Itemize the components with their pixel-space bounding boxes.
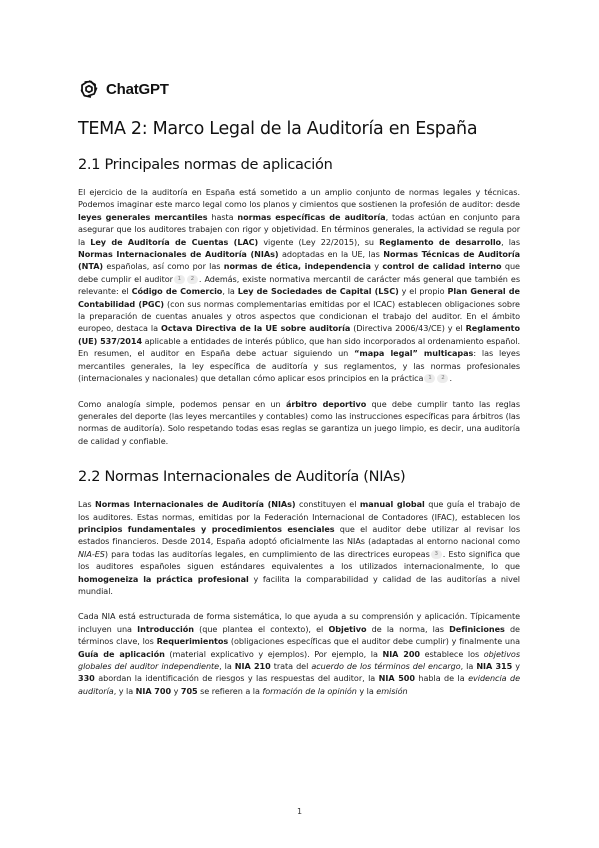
citation-2[interactable]: 2 xyxy=(187,275,198,284)
chatgpt-logo xyxy=(78,78,169,100)
citation-1[interactable]: 1 xyxy=(174,275,185,284)
section-heading-2-2: 2.2 Normas Internacionales de Auditoría (NIAs) xyxy=(78,469,406,486)
citation-3[interactable]: 3 xyxy=(431,550,442,559)
paragraph-marco-legal: El ejercicio de la auditoría en España está sometido a un amplio conjunto de normas legales y técnicas. Podemos imaginar este marco legal como los planos y cimientos que sostienen la profesión de auditor: desde leyes generales mercantiles hasta normas específicas de auditoría, todas actúan en conjunto para asegurar que los auditores trabajen con rigor y objetividad. En términos generales, la actividad se regula por la Ley de Auditoría de Cuentas (LAC) vigente (Ley 22/2015), su Reglamento de desarrollo, las Normas Internacionales de Auditoría (NIAs) adoptadas en la UE, las Normas Técnicas de Auditoría (NTA) españolas, así como por las normas de ética, independencia y control de calidad interno que debe cumplir el auditor 1 2 . Además, existe normativa mercantil de carácter más general que también es relevante: el Código de Comercio, la Ley de Sociedades de Capital (LSC) y el propio Plan General de Contabilidad (PGC) (con sus normas complementarias emitidas por el ICAC) establecen obligaciones sobre la preparación de cuentas anuales y otros aspectos que condicionan el trabajo del auditor. En el ámbito europeo, destaca la Octava Directiva de la UE sobre auditoría (Directiva 2006/43/CE) y el Reglamento (UE) 537/2014 aplicable a entidades de interés público, que han sido incorporados al ordenamiento español. En resumen, el auditor en España debe actuar siguiendo un “mapa legal” multicapas: las leyes mercantiles generales, la ley específica de auditoría y sus reglamentos, y las normas profesionales (internacionales y nacionales) que detallan cómo aplicar esos principios en la práctica 1 2 . xyxy=(78,187,521,384)
page-number: 1 xyxy=(296,807,303,816)
citation-2[interactable]: 2 xyxy=(437,374,448,383)
section-heading-2-1: 2.1 Principales normas de aplicación xyxy=(78,157,333,173)
paragraph-analogia: Como analogía simple, podemos pensar en un árbitro deportivo que debe cumplir tanto las reglas generales del deporte (las leyes mercantiles y contables) como las instrucciones específicas para árbitros (las normas de auditoría). Solo respetando todas esas reglas se garantiza un juego limpio, es decir, una auditoría de calidad y confiable. xyxy=(78,398,520,446)
paragraph-nias: Las Normas Internacionales de Auditoría (NIAs) constituyen el manual global que guía el trabajo de los auditores. Estas normas, emitidas por la Federación Internacional de Contadores (IFAC), establecen los principios fundamentales y procedimientos esenciales que el auditor debe utilizar al revisar los estados financieros. Desde 2014, España adoptó oficialmente las NIAs (adaptadas al entorno nacional como NIA-ES) para todas las auditorías legales, en cumplimiento de las directrices europeas 3 . Esto significa que los auditores españoles siguen estándares equivalentes a los utilizados internacionalmente, lo que homogeneiza la práctica profesional y facilita la comparabilidad y calidad de las auditorías a nivel mundial. xyxy=(78,499,520,596)
logo-text: ChatGPT xyxy=(106,80,169,98)
document-body xyxy=(78,116,520,710)
openai-logo-icon xyxy=(78,78,100,100)
citation-1[interactable]: 1 xyxy=(424,374,435,383)
paragraph-estructura-nia: Cada NIA está estructurada de forma sistemática, lo que ayuda a su comprensión y aplicación. Típicamente incluyen una Introducción (que plantea el contexto), el Objetivo de la norma, las Definiciones de términos clave, los Requerimientos (obligaciones específicas que el auditor debe cumplir) y finalmente una Guía de aplicación (material explicativo y ejemplos). Por ejemplo, la NIA 200 establece los objetivos globales del auditor independiente, la NIA 210 trata del acuerdo de los términos del encargo, la NIA 315 y 330 abordan la identificación de riesgos y las respuestas del auditor, la NIA 500 habla de la evidencia de auditoría, y la NIA 700 y 705 se refieren a la formación de la opinión y la emisión xyxy=(78,611,521,696)
page-title: TEMA 2: Marco Legal de la Auditoría en España xyxy=(78,119,478,139)
